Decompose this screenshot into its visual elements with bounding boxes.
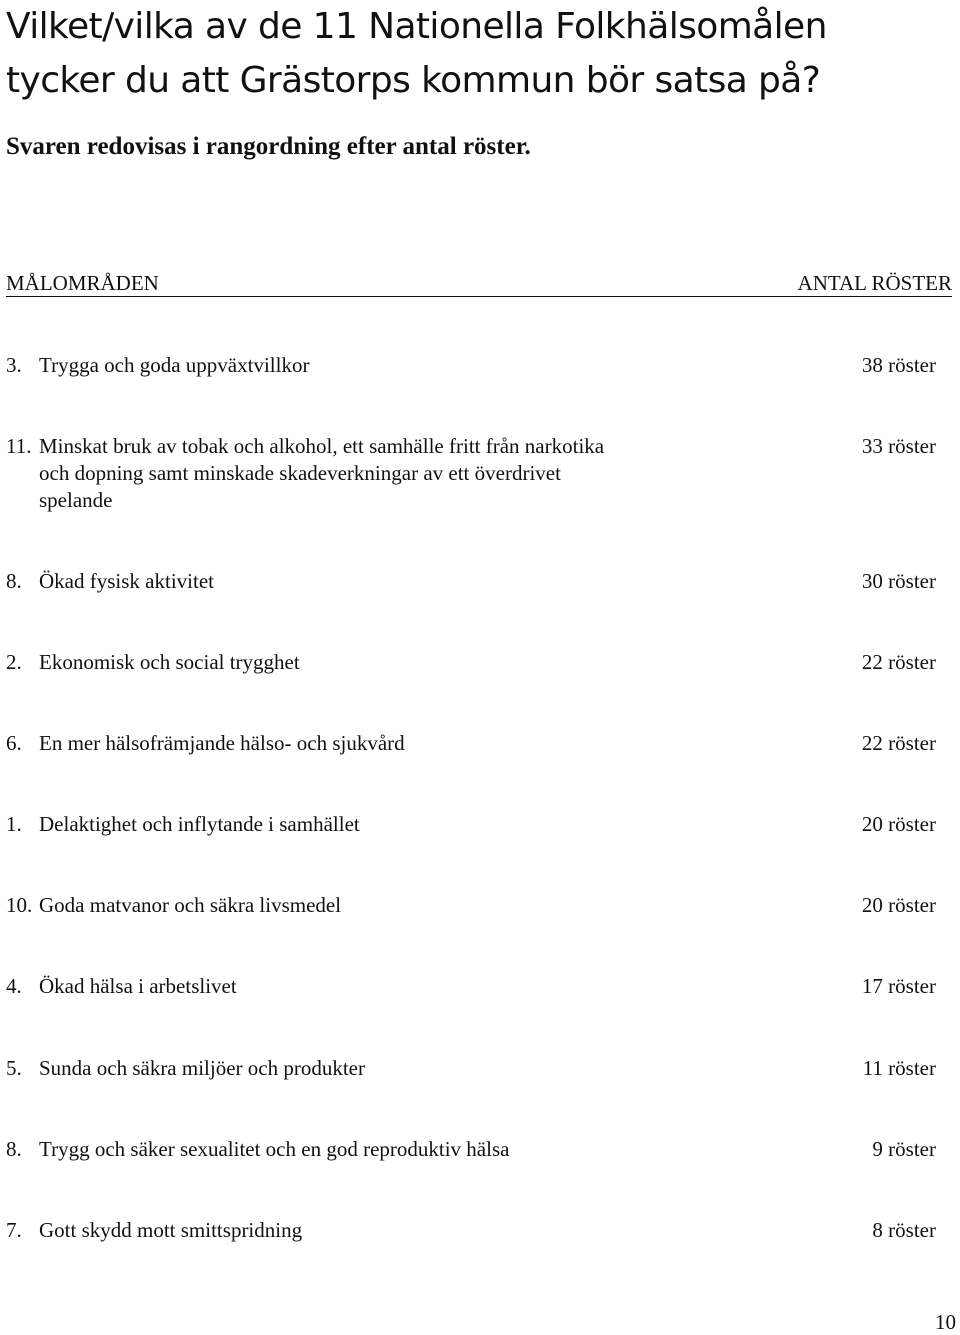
item-label: Sunda och säkra miljöer och produkter (39, 1056, 365, 1080)
page-number: 10 (935, 1310, 956, 1334)
item-label: Minskat bruk av tobak och alkohol, ett samhälle fritt från narkotika och dopning samt minskade skadeverkningar av ett överdrivet spelande (39, 434, 605, 512)
title-line-2: tycker du att Grästorps kommun bör satsa på? (6, 60, 821, 101)
item-label: En mer hälsofrämjande hälso- och sjukvård (39, 731, 405, 755)
item-number: 7. (6, 1218, 22, 1242)
subtitle: Svaren redovisas i rangordning efter antal röster. (6, 133, 531, 160)
item-votes: 20 röster (861, 893, 936, 917)
item-votes: 22 röster (861, 650, 936, 674)
item-number: 8. (6, 1137, 22, 1161)
item-number: 10. (6, 893, 33, 917)
page-title (6, 0, 946, 108)
item-number: 1. (6, 812, 22, 836)
item-votes: 20 röster (861, 812, 936, 836)
item-number: 2. (6, 650, 22, 674)
item-votes: 30 röster (861, 569, 936, 593)
item-label: Ökad hälsa i arbetslivet (39, 974, 237, 998)
item-number: 6. (6, 731, 22, 755)
item-label: Gott skydd mott smittspridning (39, 1218, 303, 1242)
item-votes: 33 röster (861, 434, 936, 458)
item-number: 4. (6, 974, 22, 998)
title-line-1: Vilket/vilka av de 11 Nationella Folkhälsomålen (6, 6, 827, 47)
item-label: Ekonomisk och social trygghet (39, 650, 300, 674)
item-number: 8. (6, 569, 22, 593)
item-label: Goda matvanor och säkra livsmedel (39, 893, 342, 917)
item-label: Ökad fysisk aktivitet (39, 569, 214, 593)
item-votes: 9 röster (872, 1137, 936, 1161)
item-votes: 22 röster (861, 731, 936, 755)
item-votes: 8 röster (872, 1218, 936, 1242)
header-vote-count: ANTAL RÖSTER (797, 271, 952, 295)
item-label: Trygga och goda uppväxtvillkor (39, 353, 310, 377)
item-votes: 38 röster (861, 353, 936, 377)
table-header (6, 270, 952, 297)
item-label: Trygg och säker sexualitet och en god reproduktiv hälsa (39, 1137, 510, 1161)
item-number: 11. (6, 434, 32, 458)
item-number: 5. (6, 1056, 22, 1080)
item-votes: 17 röster (861, 974, 936, 998)
item-number: 3. (6, 353, 22, 377)
item-votes: 11 röster (862, 1056, 936, 1080)
item-label: Delaktighet och inflytande i samhället (39, 812, 360, 836)
header-goal-areas: MÅLOMRÅDEN (6, 271, 159, 295)
